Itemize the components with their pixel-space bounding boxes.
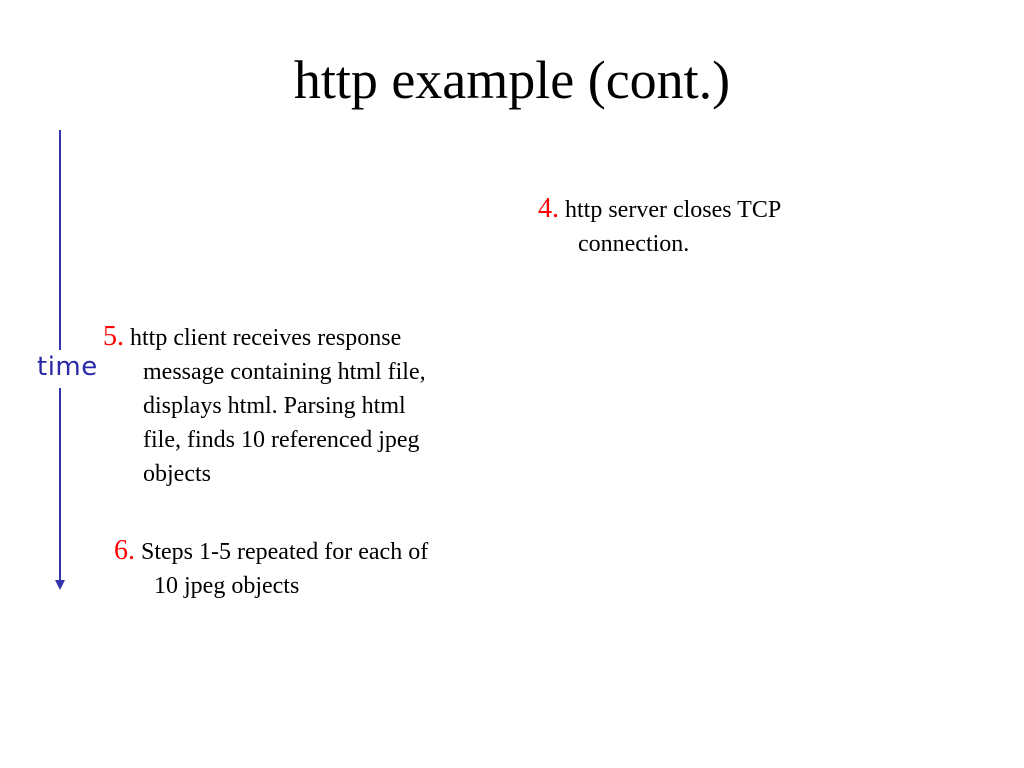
timeline-arrowhead-icon: [55, 580, 65, 590]
step-5: [103, 320, 523, 491]
step-6-number: 6.: [114, 535, 135, 566]
timeline-line-top: [59, 130, 61, 350]
step-4: [538, 192, 958, 261]
step-5-line-1: [103, 320, 523, 355]
step-4-text-2: connection.: [578, 231, 690, 257]
step-5-text-3: displays html. Parsing html: [143, 393, 406, 419]
time-label: time: [37, 352, 98, 382]
slide-title: http example (cont.): [293, 50, 731, 110]
step-5-number: 5.: [103, 321, 124, 352]
step-4-number: 4.: [538, 193, 559, 224]
step-5-text-2: message containing html file,: [143, 359, 426, 385]
step-6-line-1: [114, 534, 534, 569]
step-6-text-1: Steps 1-5 repeated for each of: [141, 539, 429, 565]
step-5-text-4: file, finds 10 referenced jpeg: [143, 427, 420, 453]
step-5-text-5: objects: [143, 461, 211, 487]
timeline-line-bottom: [59, 388, 61, 584]
step-6: [114, 534, 534, 603]
step-4-text-1: http server closes TCP: [565, 197, 782, 223]
step-6-text-2: 10 jpeg objects: [154, 573, 300, 599]
step-5-text-1: http client receives response: [130, 325, 402, 351]
step-4-line-1: [538, 192, 958, 227]
